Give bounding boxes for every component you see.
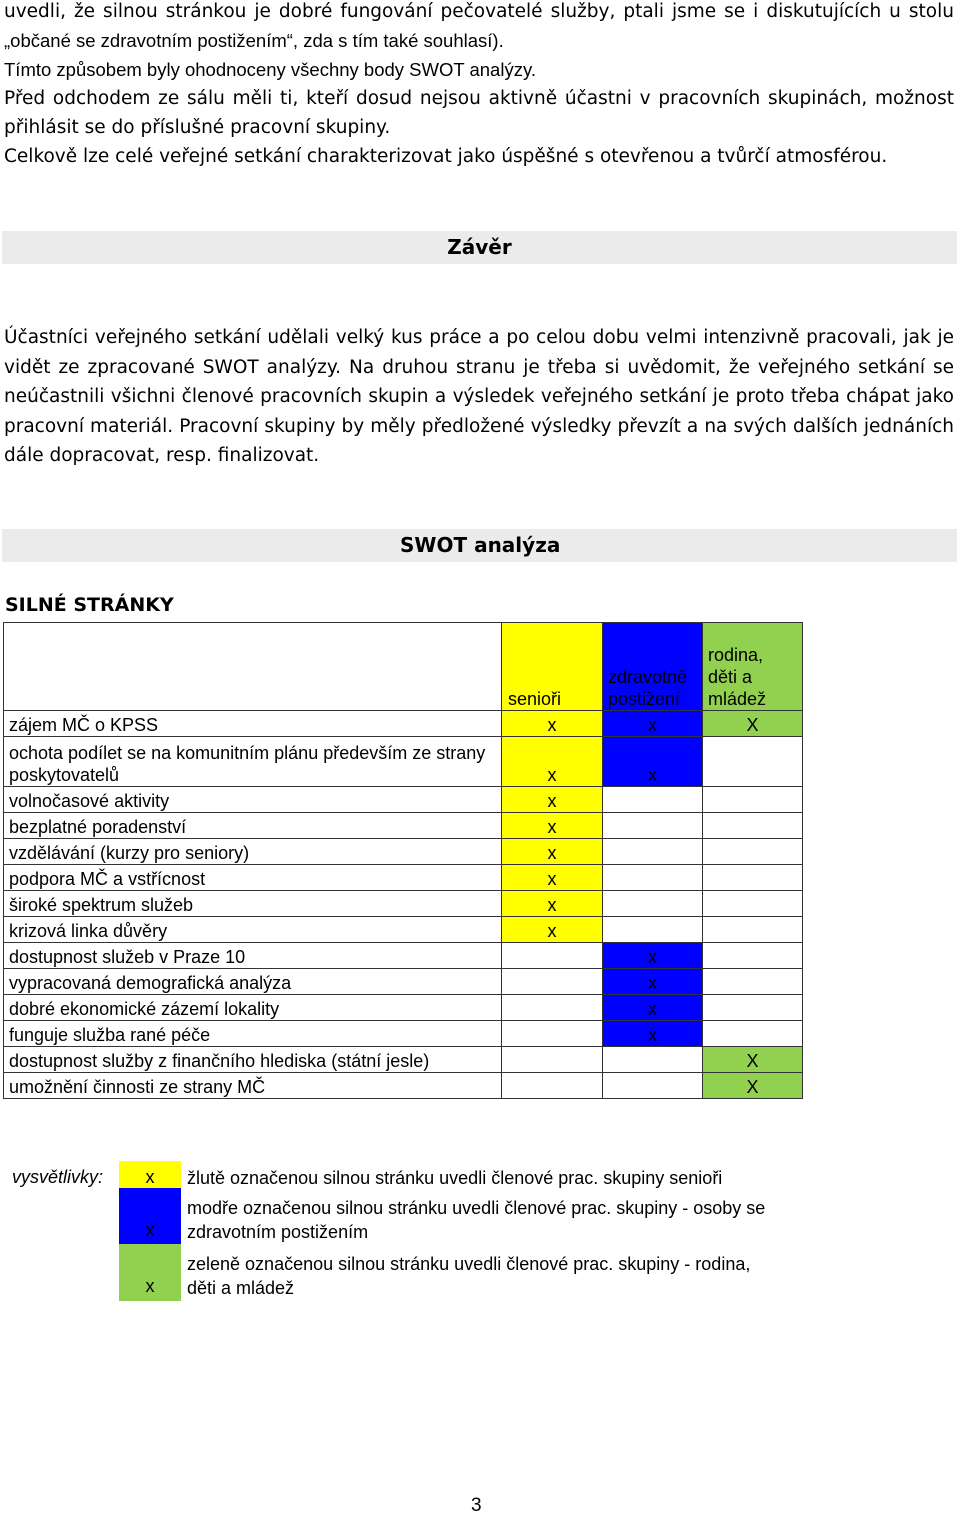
strengths-heading: SILNÉ STRÁNKY	[5, 594, 174, 616]
mark-disabled: x	[603, 711, 703, 737]
strength-label: bezplatné poradenství	[4, 813, 502, 839]
mark-disabled	[603, 891, 703, 917]
mark-seniors: x	[502, 839, 603, 865]
strength-label: dobré ekonomické zázemí lokality	[4, 995, 502, 1021]
mark-disabled	[603, 1073, 703, 1099]
strength-label: zájem MČ o KPSS	[4, 711, 502, 737]
table-row	[4, 865, 803, 891]
mark-family	[703, 787, 803, 813]
legend-title: vysvětlivky:	[12, 1167, 104, 1187]
strength-label: volnočasové aktivity	[4, 787, 502, 813]
mark-seniors: x	[502, 737, 603, 787]
header-family: rodina, děti a mládež	[703, 623, 803, 711]
mark-seniors	[502, 1047, 603, 1073]
mark-disabled	[603, 1047, 703, 1073]
mark-seniors: x	[502, 711, 603, 737]
table-row	[4, 1047, 803, 1073]
mark-seniors	[502, 995, 603, 1021]
swot-heading-band	[2, 529, 957, 562]
page-number: 3	[471, 1495, 482, 1516]
strength-label: ochota podílet se na komunitním plánu především ze strany poskytovatelů	[4, 737, 502, 787]
mark-family	[703, 865, 803, 891]
mark-family: X	[703, 1047, 803, 1073]
mark-seniors	[502, 1073, 603, 1099]
table-row	[4, 787, 803, 813]
mark-family	[703, 943, 803, 969]
table-row	[4, 1073, 803, 1099]
strengths-table	[3, 622, 803, 1099]
legend-text-green: zeleně označenou silnou stránku uvedli členové prac. skupiny - rodina, děti a mládež	[187, 1254, 751, 1298]
intro-paragraph-2: Před odchodem ze sálu měli ti, kteří dosud nejsou aktivně účastni v pracovních skupinách, možnost přihlásit se do příslušné pracovní skupiny.	[4, 88, 954, 138]
mark-family: X	[703, 711, 803, 737]
strength-label: krizová linka důvěry	[4, 917, 502, 943]
table-row	[4, 839, 803, 865]
mark-disabled	[603, 839, 703, 865]
mark-seniors	[502, 969, 603, 995]
mark-family	[703, 813, 803, 839]
strength-label: dostupnost služby z finančního hlediska (státní jesle)	[4, 1047, 502, 1073]
table-row	[4, 1021, 803, 1047]
table-row	[4, 813, 803, 839]
table-row	[4, 917, 803, 943]
header-seniors: senioři	[502, 623, 603, 711]
strength-label: podpora MČ a vstřícnost	[4, 865, 502, 891]
legend-text-blue: modře označenou silnou stránku uvedli členové prac. skupiny - osoby se zdravotním postižením	[187, 1198, 766, 1242]
table-row	[4, 995, 803, 1021]
table-row	[4, 891, 803, 917]
conclusion-heading: Závěr	[2, 231, 957, 264]
mark-disabled	[603, 917, 703, 943]
mark-seniors: x	[502, 787, 603, 813]
mark-seniors: x	[502, 891, 603, 917]
table-row	[4, 943, 803, 969]
mark-disabled: x	[603, 737, 703, 787]
header-disabled: zdravotně postižení	[603, 623, 703, 711]
mark-disabled: x	[603, 1021, 703, 1047]
legend-swatch-blue: x	[119, 1188, 181, 1244]
mark-disabled: x	[603, 995, 703, 1021]
intro-paragraph-3: Celkově lze celé veřejné setkání charakterizovat jako úspěšné s otevřenou a tvůrčí atmosférou.	[4, 146, 888, 167]
strength-label: vypracovaná demografická analýza	[4, 969, 502, 995]
table-row	[4, 969, 803, 995]
legend-text-yellow: žlutě označenou silnou stránku uvedli členové prac. skupiny senioři	[187, 1168, 723, 1188]
mark-seniors: x	[502, 865, 603, 891]
mark-family	[703, 1021, 803, 1047]
mark-family	[703, 969, 803, 995]
intro-line-2: „občané se zdravotním postižením“, zda s tím také souhlasí).	[4, 30, 504, 51]
intro-line-3: Tímto způsobem byly ohodnoceny všechny body SWOT analýzy.	[4, 59, 536, 80]
strength-label: umožnění činnosti ze strany MČ	[4, 1073, 502, 1099]
mark-family	[703, 891, 803, 917]
legend-swatch-green: x	[119, 1244, 181, 1301]
mark-family	[703, 917, 803, 943]
header-empty-cell	[4, 623, 502, 711]
legend-swatch-yellow: x	[119, 1161, 181, 1188]
strength-label: široké spektrum služeb	[4, 891, 502, 917]
strength-label: funguje služba rané péče	[4, 1021, 502, 1047]
table-row	[4, 711, 803, 737]
mark-disabled	[603, 787, 703, 813]
strength-label: dostupnost služeb v Praze 10	[4, 943, 502, 969]
intro-line-1: uvedli, že silnou stránkou je dobré fungování pečovatelé služby, ptali jsme se i diskutujících u stolu	[4, 1, 954, 22]
mark-seniors	[502, 943, 603, 969]
mark-family	[703, 839, 803, 865]
mark-seniors	[502, 1021, 603, 1047]
mark-disabled: x	[603, 943, 703, 969]
conclusion-text: Účastníci veřejného setkání udělali velký kus práce a po celou dobu velmi intenzivně pracovali, jak je vidět ze zpracované SWOT analýzy. Na druhou stranu je třeba si uvědomit, že veřejného setkání se neúčastnili všichni členové pracovních skupin a výsledek veřejného setkání je proto třeba chápat jako pracovní materiál. Pracovní skupiny by měly předložené výsledky převzít a na svých dalších jednáních dále dopracovat, resp. finalizovat.	[4, 327, 954, 466]
mark-disabled	[603, 813, 703, 839]
mark-family	[703, 737, 803, 787]
mark-seniors: x	[502, 813, 603, 839]
mark-disabled	[603, 865, 703, 891]
mark-family	[703, 995, 803, 1021]
mark-seniors: x	[502, 917, 603, 943]
table-header-row	[4, 623, 803, 711]
mark-disabled: x	[603, 969, 703, 995]
table-row	[4, 737, 803, 787]
mark-family: X	[703, 1073, 803, 1099]
strength-label: vzdělávání (kurzy pro seniory)	[4, 839, 502, 865]
swot-heading: SWOT analýza	[400, 533, 561, 557]
